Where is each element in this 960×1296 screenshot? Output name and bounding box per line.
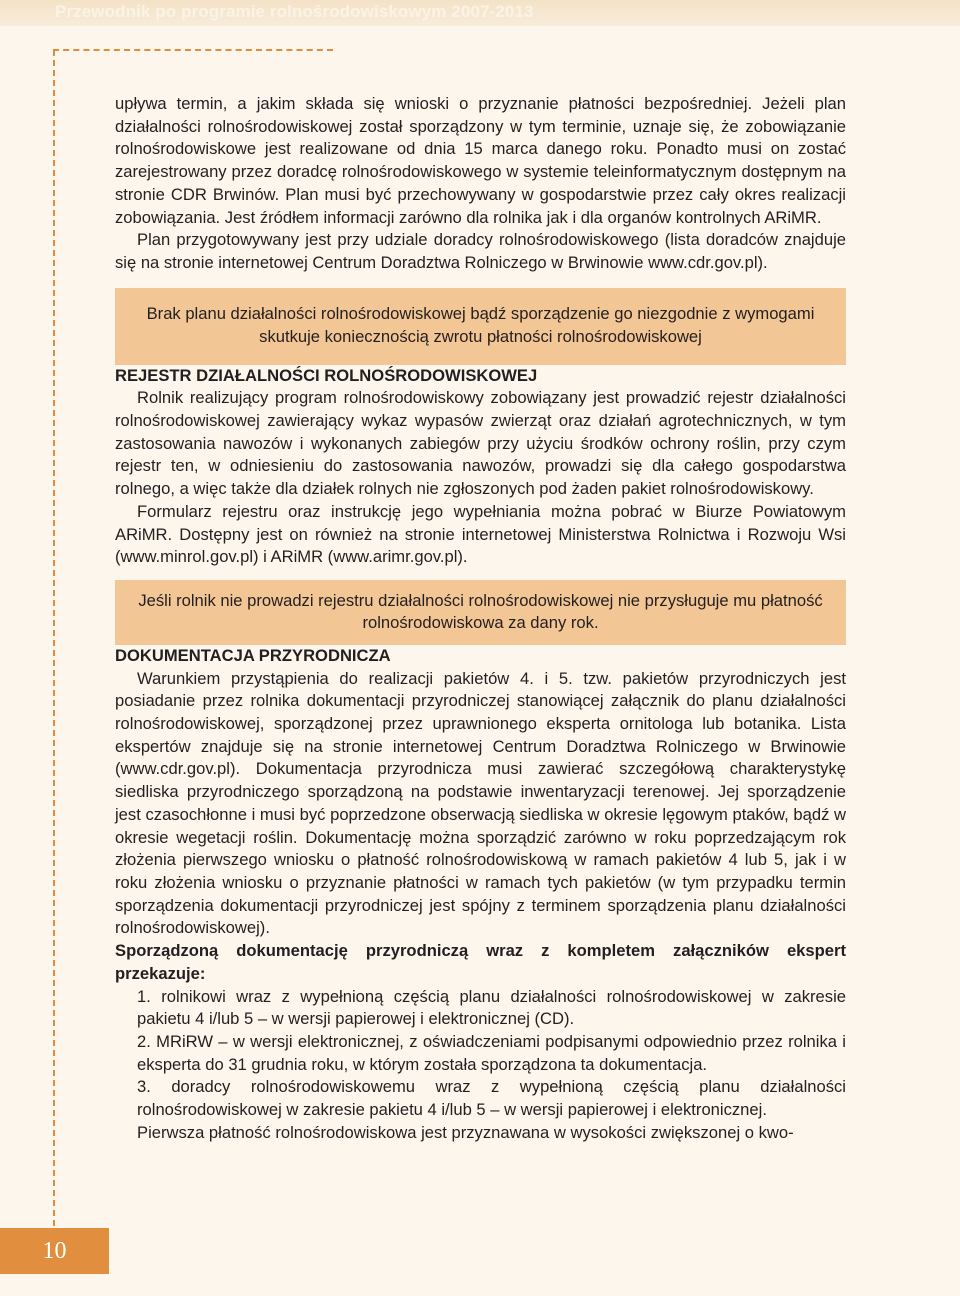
list-item: 3. doradcy rolnośrodowiskowemu wraz z wypełnioną częścią planu działalności rolnośrodowiskowej w zakresie pakietu 4 i/lub 5 – w wersji papierowej i elektronicznej.: [137, 1077, 846, 1120]
paragraph: Rolnik realizujący program rolnośrodowiskowy zobowiązany jest prowadzić rejestr działalności rolnośrodowiskowej zawierający wykaz wypasów zwierząt oraz działań agrotechnicznych, w tym zastosowania nawozów i wykonanych zabiegów przy użyciu środków ochrony roślin, przy czym rejestr ten, w odniesieniu do zastosowania nawozów, prowadzi się dla całego gospodarstwa rolnego, a więc także dla działek rolnych nie zgłoszonych pod żaden pakiet rolnośrodowiskowy.: [115, 388, 846, 499]
page-content: [115, 93, 846, 1144]
dashed-divider-vertical: [53, 50, 55, 1226]
callout-box: [115, 288, 846, 365]
header-band: [0, 0, 960, 26]
callout-box: [115, 580, 846, 645]
bold-paragraph: Sporządzoną dokumentację przyrodniczą wraz z kompletem załączników ekspert przekazuje:: [115, 941, 846, 983]
page-number: 10: [0, 1228, 109, 1274]
callout-text: Jeśli rolnik nie prowadzi rejestru działalności rolnośrodowiskowej nie przysługuje mu płatność rolnośrodowiskowa za dany rok.: [138, 590, 823, 633]
list-item: 1. rolnikowi wraz z wypełnioną częścią planu działalności rolnośrodowiskowej w zakresie pakietu 4 i/lub 5 – w wersji papierowej i elektronicznej (CD).: [137, 986, 846, 1029]
section-heading: DOKUMENTACJA PRZYRODNICZA: [115, 645, 391, 665]
dashed-divider-horizontal: [53, 49, 333, 51]
paragraph: upływa termin, a jakim składa się wnioski o przyznanie płatności bezpośredniej. Jeżeli plan działalności rolnośrodowiskowej został sporządzony w tym terminie, uznaje się, że zobowiązanie rolnośrodowiskowe jest realizowane od dnia 15 marca danego roku. Ponadto musi on zostać zarejestrowany przez doradcę rolnośrodowiskowego w systemie teleinformatycznym dostępnym na stronie CDR Brwinów. Plan musi być przechowywany w gospodarstwie przez cały okres realizacji zobowiązania. Jest źródłem informacji zarówno dla rolnika jak i dla organów kontrolnych ARiMR.: [115, 94, 846, 227]
paragraph: Plan przygotowywany jest przy udziale doradcy rolnośrodowiskowego (lista doradców znajduje się na stronie internetowej Centrum Doradztwa Rolniczego w Brwinowie www.cdr.gov.pl).: [115, 230, 846, 272]
paragraph: Formularz rejestru oraz instrukcję jego wypełniania można pobrać w Biurze Powiatowym ARiMR. Dostępny jest on również na stronie internetowej Ministerstwa Rolnictwa i Rozwoju Wsi (www.minrol.gov.pl) i ARiMR (www.arimr.gov.pl).: [115, 501, 846, 567]
paragraph: Warunkiem przystąpienia do realizacji pakietów 4. i 5. tzw. pakietów przyrodniczych jest posiadanie przez rolnika dokumentacji przyrodniczej stanowiącej załącznik do planu działalności rolnośrodowiskowej, sporządzonej przez uprawnionego eksperta ornitologa lub botanika. Lista ekspertów znajduje się na stronie internetowej Centrum Doradztwa Rolniczego w Brwinowie (www.cdr.gov.pl). Dokumentacja przyrodnicza musi zawierać szczegółową charakterystykę siedliska przyrodniczego sporządzoną na podstawie inwentaryzacji terenowej. Jej sporządzenie jest czasochłonne i musi być poprzedzone obserwacją siedliska w okresie lęgowym ptaków, bądź w okresie wegetacji roślin. Dokumentację można sporządzić zarówno w roku poprzedzającym rok złożenia pierwszego wniosku o płatność rolnośrodowiskową w ramach pakietów 4 lub 5, jak i w roku złożenia wniosku o przyznanie płatności w ramach tych pakietów (w tym przypadku termin sporządzenia dokumentacji przyrodniczej jest spójny z terminem sporządzenia planu działalności rolnośrodowiskowej).: [115, 668, 846, 938]
list-item: 2. MRiRW – w wersji elektronicznej, z oświadczeniami podpisanymi odpowiednio przez rolnika i eksperta do 31 grudnia roku, w którym została sporządzona ta dokumentacja.: [137, 1031, 846, 1074]
callout-text: Brak planu działalności rolnośrodowiskowej bądź sporządzenie go niezgodnie z wymogami skutkuje koniecznością zwrotu płatności rolnośrodowiskowej: [146, 304, 815, 347]
section-heading: REJESTR DZIAŁALNOŚCI ROLNOŚRODOWISKOWEJ: [115, 365, 538, 385]
paragraph: Pierwsza płatność rolnośrodowiskowa jest przyznawana w wysokości zwiększonej o kwo-: [137, 1122, 794, 1142]
header-title: Przewodnik po programie rolnośrodowiskowym 2007-2013: [55, 2, 534, 21]
